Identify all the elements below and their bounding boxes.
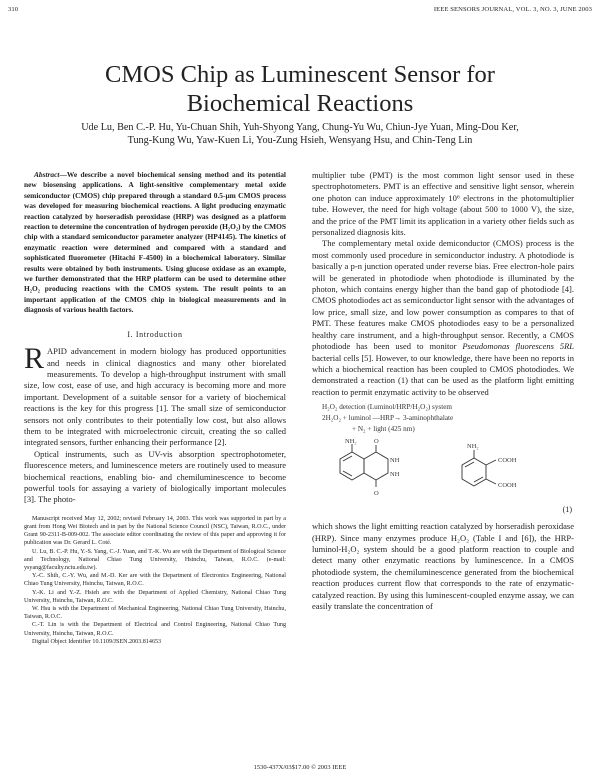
footnote-doi: Digital Object Identifier 10.1109/JSEN.2003.814653 <box>32 638 162 645</box>
left-column <box>24 170 286 646</box>
running-header <box>8 6 592 18</box>
footnote-affil-3: Y.-K. Li and Y.-Z. Hsieh are with the Department of Applied Chemistry, National Chiao Tung University, Hsinchu, Taiwan, R.O.C. <box>24 589 286 604</box>
drop-cap: R <box>24 342 45 376</box>
intro-p1-text: APID advancement in modern biology has produced opportunities and needs in clinical diagnostics and many other biorelated measurements. To develop a high-throughput instrument with small size, low cost, ease of use, and high accuracy is becoming more and more important. Development of a suitable sensor for a variety of biochemical reactions is the key for this progress [1]. The small size of semiconductor sensors not only contributes to their potentially low cost, but also allows them to be integrated with microelectronic circuit, creating the so called integrated sensors, further enhancing their performance [2]. <box>24 346 286 448</box>
p2-end: bacterial cells [5]. However, to our knowledge, there have been no reports in which a biochemical reaction has been coupled to CMOS photodiodes. We demonstrated a reaction (1) that can be used as the platform light emitting reaction to permit enzymatic activity to be observed <box>312 352 574 397</box>
reaction-scheme <box>312 435 574 515</box>
luminol-hydrazide-ring <box>364 452 388 480</box>
paper-title <box>0 60 600 118</box>
luminol-nh2-label: NH₂ <box>345 438 357 446</box>
author-list <box>60 122 540 148</box>
equation-line-2: 2H₂O₂ + luminol —HRP→ 3-aminophthalate <box>322 414 454 423</box>
footnotes <box>24 515 286 646</box>
bacteria-name: Pseudomonas fluorescens 5RL <box>462 341 574 352</box>
chemical-structures <box>312 435 574 515</box>
aminophthalate-cooh-label-2: COOH <box>498 482 517 490</box>
footnote-affil-2: Y.-C. Shih, C.-Y. Wu, and M.-D. Ker are with the Department of Electronics Engineering, National Chiao Tung University, Hsinchu, Taiwan, R.O.C. <box>24 573 286 588</box>
title-line-1: CMOS Chip as Luminescent Sensor for <box>105 61 495 88</box>
luminol-o-label-2: O <box>374 490 379 498</box>
abstract-label: Abstract <box>34 170 60 179</box>
page-number: 310 <box>8 6 19 13</box>
footnote-affil-4: W. Hsu is with the Department of Mechanical Engineering, National Chiao Tung University, Hsinchu, Taiwan, R.O.C. <box>24 606 286 621</box>
section-heading: I. Introduction <box>127 329 183 339</box>
luminol-nh-label-1: NH <box>390 457 400 465</box>
abstract-text: —We describe a novel biochemical sensing method and its potential new biosensing applications. A light-sensitive complementary metal oxide semiconductor (CMOS) chip prepared through a standard 0.5-μm CMOS process was developed for measuring biochemical reactions. A light producing enzymatic reaction catalyzed by horseradish peroxidase (HRP) was designed as a platform reaction to determine the concentration of hydrogen peroxide (H₂O₂) by the CMOS chip with a standard semiconductor parameter analyzer (HP4145). The kinetics of enzymatic reaction were determined and compared with a standard and sophisticated fluorometer (Hitachi F-4500) in a biochemical laboratory. Similar results were obtained by both instruments. Using glucose oxidase as an example, we further demonstrated that the HRP platform can be used to determine other H₂O₂ producing reactions with the CMOS system. The result points to an important application of the CMOS chip in biological measurements and in diagnosis of various health factors. <box>24 170 286 315</box>
luminol-nh-label-2: NH <box>390 471 400 479</box>
intro-paragraph-1 <box>24 342 286 449</box>
equation-line-3: + N₂ + light (425 nm) <box>352 425 415 434</box>
title-line-2: Biochemical Reactions <box>186 90 414 117</box>
equation-number: (1) <box>562 504 572 514</box>
authors-line-2: Tung-Kung Wu, Yaw-Kuen Li, You-Zung Hsieh, Wensyang Hsu, and Chin-Teng Lin <box>127 134 473 146</box>
footnote-received: Manuscript received May 12, 2002; revised February 14, 2003. This work was supported in part by a grant from Hong Wei Biotech and in part by the National Science Council (NSC), Taiwan, R.O.C., under Grant 90-2311-B-009-002. The associate editor coordinating the review of this paper and approving it for publication was Dr. Gerard L. Coté. <box>24 515 286 547</box>
right-column <box>312 170 574 612</box>
luminol-o-label-1: O <box>374 438 379 446</box>
footnote-affil-5: C.-T. Lin is with the Department of Electrical and Control Engineering, National Chiao Tung University, Hsinchu, Taiwan, R.O.C. <box>24 622 286 637</box>
luminol-structure <box>340 444 388 487</box>
journal-citation: IEEE SENSORS JOURNAL, VOL. 3, NO. 3, JUNE 2003 <box>433 6 592 13</box>
aminophthalate-carboxyl-bond-1 <box>486 460 496 465</box>
authors-line-1: Ude Lu, Ben C.-P. Hu, Yu-Chuan Shih, Yuh-Shyong Yang, Chung-Yu Wu, Chiun-Jye Yuan, Ming-Dou Ker, <box>81 122 519 133</box>
right-paragraph-3: which shows the light emitting reaction catalyzed by horseradish peroxidase (HRP). Since many enzymes produce H₂O₂ (Table I and [6]), the HRP-luminol-H₂O₂ system should be a good platform reaction to couple and detect many other enzymatic reactions by luminescence. In a CMOS photodiode system, the chemiluminescence generated from the biochemical reaction produces current flow that corresponds to the rate of enzymatic-catalyzed reaction. By using this luminescent-coupled enzyme assay, we can easily translate the concentration of <box>312 521 574 611</box>
intro-paragraph-2: Optical instruments, such as UV-vis absorption spectrophotometer, fluorescence meters, and luminescence meters are routinely used to measure biochemical reactions, enabling bio- and chemiluminescence to become powerful tools for assaying a variety of biologically important molecules [3]. The photo- <box>24 448 286 505</box>
aminophthalate-structure <box>462 450 496 486</box>
reaction-equation <box>312 402 574 435</box>
aminophthalate-cooh-label-1: COOH <box>498 457 517 465</box>
footnote-affil-1: U. Lu, B. C.-P. Hu, Y.-S. Yang, C.-J. Yuan, and T.-K. Wu are with the Department of Biological Science and Technology, National Chiao Tung University, Hsinchu, Taiwan, R.O.C. (e-mail: ysyang@faculty.nctu.edu.tw). <box>24 548 286 571</box>
right-paragraph-2 <box>312 238 574 398</box>
aminophthalate-carboxyl-bond-2 <box>486 479 496 484</box>
p2-start: The complementary metal oxide demiconductor (CMOS) process is the most commonly used procedure in semiconductor industry. A photodiode is basically a p-n junction operated under reverse bias. Free electron-hole pairs will be generated in photodiode when photodiode is illuminated by the photon, which contains energy higher than the band gap of photodiode [4]. CMOS photodiodes act as semiconductor light sensor with the advantages of low price, small size, and low power consumption as compares to that of PMT. These features make CMOS photodiodes easy to be a personalized healthy care instrument, and a high-throughput sensor. Recently, a CMOS photodiode has been used to monitor <box>312 238 574 352</box>
abstract <box>24 170 286 316</box>
aminophthalate-nh2-label: NH₂ <box>467 443 479 451</box>
equation-line-1: H₂O₂ detection (Luminol/HRP/H₂O₂) system <box>322 403 453 412</box>
copyright-line: 1530-437X/03$17.00 © 2003 IEEE <box>253 764 347 771</box>
right-paragraph-1: multiplier tube (PMT) is the most common light sensor used in these spectrophotometers. PMT is an effective and sensitive light sensor, wherein one photon can induce approximately 10⁶ electrons in the photomultiplier tube. However, the need for high voltage (about 500 to 1000 V), the size, and the price of the PMT limit its application in a variety other fields such as personalized diagnosis kits. <box>312 170 574 238</box>
